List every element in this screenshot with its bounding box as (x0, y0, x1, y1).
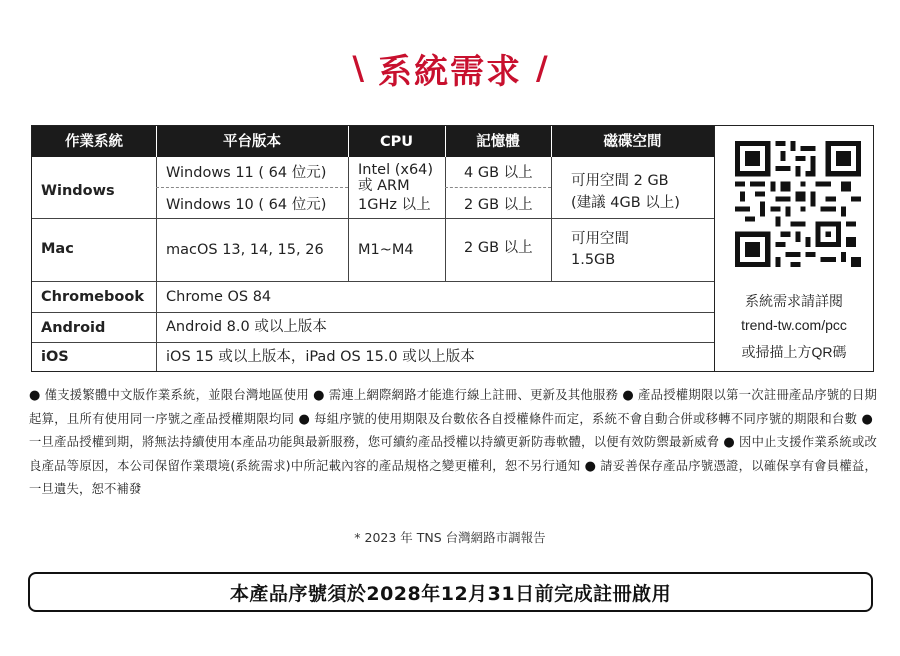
note-bullet-5: ● (861, 411, 874, 427)
note-bullet-4: ● (298, 411, 311, 427)
chromebook-version: Chrome OS 84 (166, 289, 272, 305)
header-platform: 平台版本 (156, 126, 348, 157)
registration-deadline-banner: 本產品序號須於2028年12月31日前完成註冊啟用 (28, 572, 873, 612)
header-memory: 記憶體 (445, 126, 551, 157)
mac-disk-line1: 可用空間 (571, 231, 629, 247)
note-1: 僅支援繁體中文版作業系統，並限台灣地區使用 (44, 388, 309, 402)
mac-version: macOS 13, 14, 15, 26 (166, 242, 324, 258)
os-mac: Mac (41, 241, 74, 257)
windows-memory-win10: 2 GB 以上 (464, 197, 533, 213)
note-4: 每組序號的使用期限及台數依各自授權條件而定，系統不會自動合併或移轉不同序號的期限和台數 (314, 411, 858, 426)
windows-disk-line1: 可用空間 2 GB (571, 173, 669, 189)
system-requirements-table (31, 125, 715, 372)
os-windows: Windows (41, 183, 115, 199)
note-bullet-1: ● (29, 388, 41, 403)
windows-disk-line2: (建議 4GB 以上) (571, 195, 680, 211)
windows-cpu-line3: 1GHz 以上 (358, 197, 431, 213)
header-cpu: CPU (348, 126, 445, 157)
windows-version-10: Windows 10 ( 64 位元) (166, 197, 327, 213)
header-disk: 磁碟空間 (551, 126, 714, 157)
windows-memory-win11: 4 GB 以上 (464, 165, 533, 181)
title-text: 系統需求 (378, 51, 522, 92)
ios-version: iOS 15 或以上版本，iPad OS 15.0 或以上版本 (166, 349, 475, 365)
windows-cpu-line1: Intel (x64) (358, 162, 434, 178)
qr-code-icon[interactable] (735, 134, 861, 274)
mac-memory: 2 GB 以上 (464, 240, 533, 256)
qr-caption-url: trend-tw.com/pcc (741, 317, 847, 333)
qr-caption-line1: 系統需求請詳閱 (745, 293, 843, 309)
windows-version-11: Windows 11 ( 64 位元) (166, 165, 327, 181)
qr-caption-line3: 或掃描上方QR碼 (741, 344, 847, 360)
mac-disk-line2: 1.5GB (571, 252, 616, 268)
mac-cpu: M1~M4 (358, 242, 414, 258)
title-left-slash: \ (352, 49, 364, 87)
windows-cpu-line2: 或 ARM (358, 178, 410, 194)
qr-code-box (714, 125, 874, 372)
note-7: 請妥善保存產品序號憑證，以確保享有會員權益，一旦遺失，恕不補發 (29, 458, 877, 497)
note-5: 一旦產品授權到期，將無法持續使用本產品功能與最新服務，您可續約產品授權以持續更新防毒軟體，以便有效防禦最新威脅 (29, 435, 720, 450)
title-right-slash: / (536, 49, 548, 87)
note-bullet-3: ● (622, 388, 635, 403)
os-android: Android (41, 320, 106, 336)
page-title (0, 46, 900, 90)
android-version: Android 8.0 或以上版本 (166, 319, 327, 335)
note-bullet-2: ● (313, 388, 325, 403)
os-chromebook: Chromebook (41, 289, 144, 305)
notes-paragraph (29, 384, 877, 502)
note-bullet-6: ● (723, 435, 736, 451)
source-footnote: * 2023 年 TNS 台灣網路市調報告 (354, 530, 546, 545)
os-ios: iOS (41, 349, 69, 365)
note-2: 需連上網際網路才能進行線上註冊、更新及其他服務 (328, 388, 619, 402)
note-6: 因中止支援作業系統或改良產品等原因，本公司保留作業環境(系統需求)中所記載內容的產品規格之變更權利，恕不另行通知 (29, 435, 878, 473)
note-bullet-7: ● (584, 458, 597, 474)
header-os: 作業系統 (32, 126, 156, 157)
note-3: 產品授權期限以第一次註冊產品序號的日期起算，且所有使用同一序號之產品授權期限均同 (29, 388, 878, 426)
